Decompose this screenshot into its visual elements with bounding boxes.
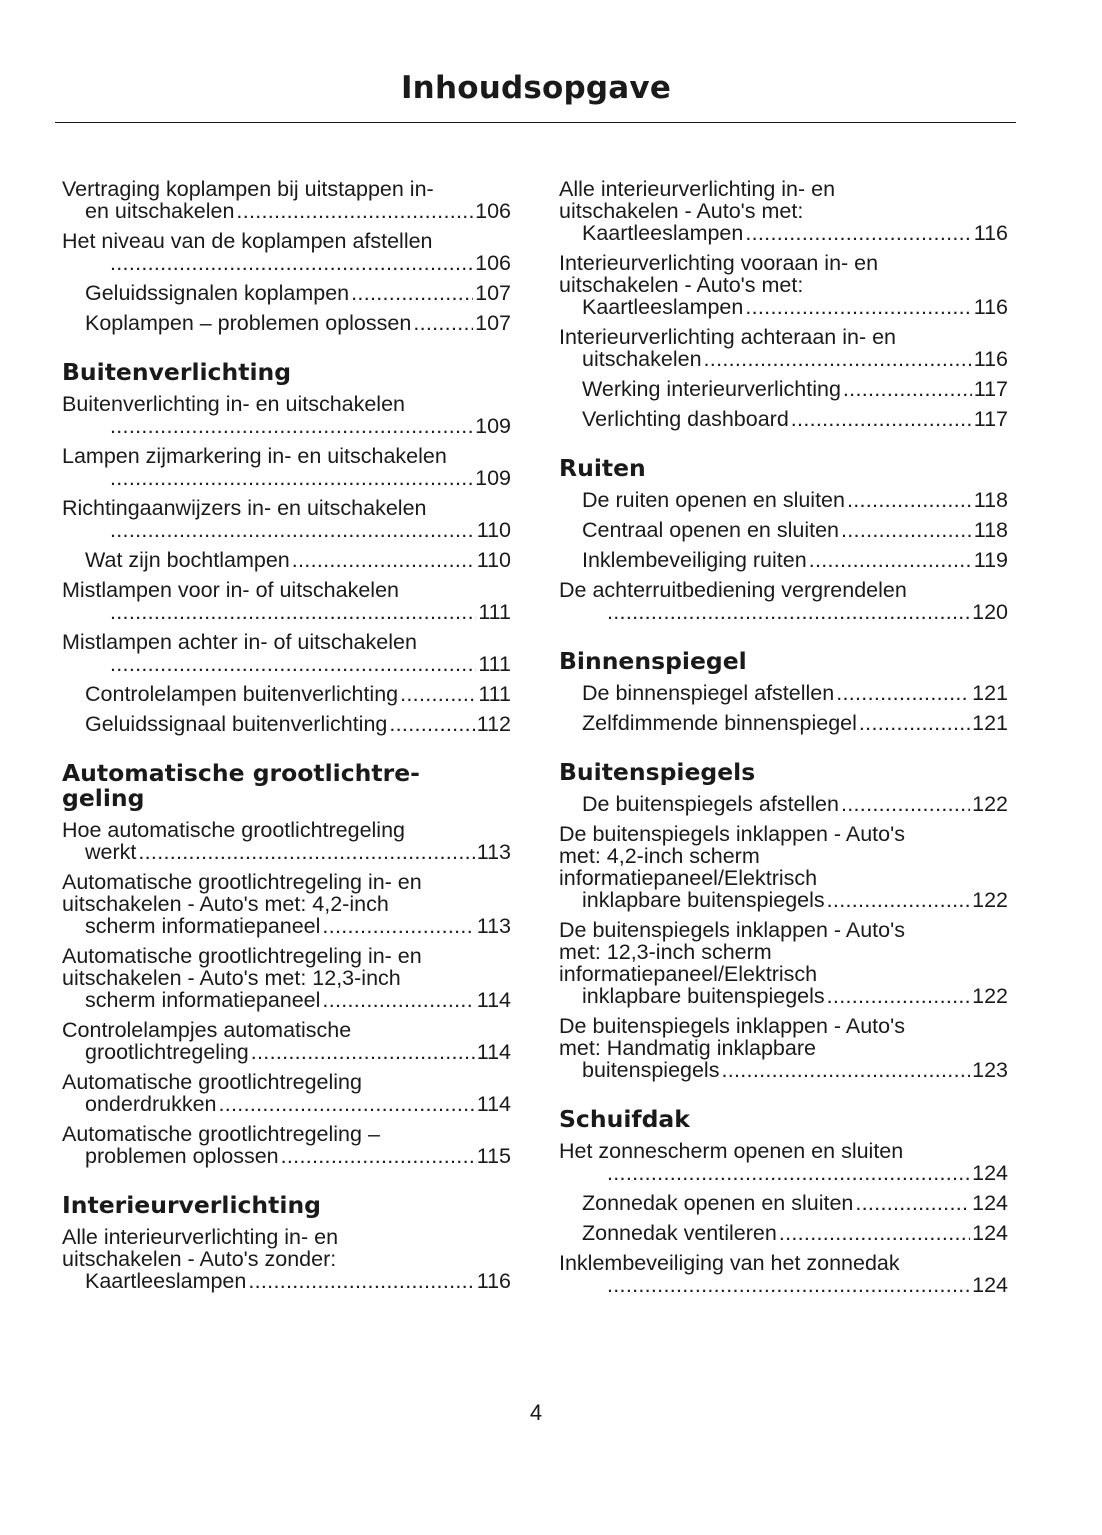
toc-entry-mistlampen-voor-in-of-uitschakelen[interactable] xyxy=(62,579,511,623)
entry-leader-line xyxy=(85,713,511,735)
entry-page-number: 121 xyxy=(972,711,1008,735)
entry-text: Vertraging koplampen bij uitstappen in- xyxy=(62,177,434,201)
entry-text: buitenspiegels xyxy=(582,1058,720,1082)
entry-text: onderdrukken xyxy=(85,1092,217,1116)
entry-text: Interieurverlichting achteraan in- en xyxy=(559,325,897,349)
dot-leader xyxy=(809,549,972,571)
dot-leader xyxy=(607,601,970,623)
entry-leader-line xyxy=(582,296,1008,318)
toc-entry-verlichting-dashboard[interactable] xyxy=(559,408,1008,430)
entry-leader-line xyxy=(582,408,1008,430)
toc-entry-automatische-grootlichtregeling[interactable] xyxy=(62,1071,511,1115)
entry-text: Mistlampen voor in- of uitschakelen xyxy=(62,578,399,602)
entry-page-number: 116 xyxy=(973,295,1008,319)
entry-page-number: 106 xyxy=(475,199,511,223)
toc-entry-de-buitenspiegels-inklappen-auto-s[interactable] xyxy=(559,823,1008,911)
section-heading xyxy=(62,761,511,811)
dot-leader xyxy=(704,348,972,370)
toc-column-right xyxy=(559,170,1008,1296)
dot-leader xyxy=(847,489,972,511)
page-title: Inhoudsopgave xyxy=(400,70,672,106)
entry-page-number: 110 xyxy=(476,548,511,572)
entry-leader-line xyxy=(582,1192,1008,1214)
section-heading: Buitenspiegels xyxy=(559,758,756,786)
toc-entry-hoe-automatische-grootlichtregeling[interactable] xyxy=(62,819,511,863)
toc-entry-de-buitenspiegels-inklappen-auto-s[interactable] xyxy=(559,919,1008,1007)
toc-entry-de-achterruitbediening-vergrendelen[interactable] xyxy=(559,579,1008,623)
section-heading: Interieurverlichting xyxy=(62,1191,322,1219)
dot-leader xyxy=(779,1222,970,1244)
dot-leader xyxy=(791,408,972,430)
dot-leader xyxy=(607,1274,970,1296)
entry-text: Zonnedak openen en sluiten xyxy=(582,1191,854,1215)
dot-leader xyxy=(248,1270,474,1292)
dot-leader xyxy=(138,841,474,863)
toc-entry-koplampen-problemen-oplossen[interactable] xyxy=(62,312,511,334)
entry-text: uitschakelen - Auto's met: 12,3-inch xyxy=(62,966,401,990)
entry-text: uitschakelen - Auto's met: xyxy=(559,273,804,297)
entry-text: Inklembeveiliging van het zonnedak xyxy=(559,1251,900,1275)
dot-leader xyxy=(413,312,473,334)
dot-leader xyxy=(110,415,473,437)
entry-page-number: 120 xyxy=(972,600,1008,624)
toc-entry-automatische-grootlichtregeling[interactable] xyxy=(62,1123,511,1167)
entry-leader-line xyxy=(85,1093,511,1115)
dot-leader xyxy=(827,889,970,911)
entry-page-number: 113 xyxy=(476,840,511,864)
entry-text: Kaartleeslampen xyxy=(582,295,744,319)
dot-leader xyxy=(110,467,473,489)
toc-entry-de-binnenspiegel-afstellen[interactable] xyxy=(559,682,1008,704)
entry-text: De buitenspiegels inklappen - Auto's xyxy=(559,918,905,942)
entry-text: inklapbare buitenspiegels xyxy=(582,888,825,912)
entry-leader-line xyxy=(85,653,511,675)
entry-page-number: 118 xyxy=(973,518,1008,542)
entry-page-number: 123 xyxy=(972,1058,1008,1082)
toc-entry-automatische-grootlichtregeling-in-en[interactable] xyxy=(62,871,511,937)
entry-text: Controlelampen buitenverlichting xyxy=(85,682,399,706)
toc-entry-centraal-openen-en-sluiten[interactable] xyxy=(559,519,1008,541)
dot-leader xyxy=(855,1192,970,1214)
entry-text: Automatische grootlichtregeling in- en xyxy=(62,944,422,968)
dot-leader xyxy=(859,712,970,734)
entry-text: Wat zijn bochtlampen xyxy=(85,548,290,572)
toc-entry-inklembeveiliging-ruiten[interactable] xyxy=(559,549,1008,571)
entry-text: uitschakelen - Auto's met: xyxy=(559,199,804,223)
toc-entry-zonnedak-ventileren[interactable] xyxy=(559,1222,1008,1244)
toc-section-buitenverlichting xyxy=(62,360,511,735)
section-heading: Buitenverlichting xyxy=(62,358,292,386)
entry-text: Verlichting dashboard xyxy=(582,407,789,431)
entry-leader-line xyxy=(85,282,511,304)
entry-page-number: 122 xyxy=(972,888,1008,912)
section-heading-line: Automatische grootlichtre- xyxy=(62,759,420,787)
entry-leader-line xyxy=(582,519,1008,541)
entry-page-number: 107 xyxy=(475,281,511,305)
entry-text: De buitenspiegels inklappen - Auto's xyxy=(559,1014,905,1038)
entry-page-number: 124 xyxy=(972,1191,1008,1215)
entry-page-number: 109 xyxy=(475,466,511,490)
entry-leader-line xyxy=(582,348,1008,370)
dot-leader xyxy=(110,653,476,675)
toc-entry-het-niveau-van-de-koplampen-afstellen[interactable] xyxy=(62,230,511,274)
entry-page-number: 124 xyxy=(972,1161,1008,1185)
entry-text: scherm informatiepaneel xyxy=(85,914,321,938)
entry-leader-line xyxy=(582,793,1008,815)
title-divider xyxy=(55,122,1016,123)
entry-leader-line xyxy=(582,489,1008,511)
entry-text: Het zonnescherm openen en sluiten xyxy=(559,1139,904,1163)
entry-text: Zonnedak ventileren xyxy=(582,1221,777,1245)
dot-leader xyxy=(110,519,475,541)
entry-text: Alle interieurverlichting in- en xyxy=(559,177,836,201)
dot-leader xyxy=(281,1145,475,1167)
toc-entry-automatische-grootlichtregeling-in-en[interactable] xyxy=(62,945,511,1011)
entry-page-number: 106 xyxy=(475,251,511,275)
entry-leader-line xyxy=(85,519,511,541)
entry-page-number: 119 xyxy=(973,548,1008,572)
entry-text: Het niveau van de koplampen afstellen xyxy=(62,229,433,253)
toc-section xyxy=(62,178,511,334)
entry-text: Kaartleeslampen xyxy=(582,221,744,245)
entry-text: Interieurverlichting vooraan in- en xyxy=(559,251,879,275)
dot-leader xyxy=(836,682,970,704)
entry-text: informatiepaneel/Elektrisch xyxy=(559,866,818,890)
dot-leader xyxy=(110,252,473,274)
toc-entry-geluidssignalen-koplampen[interactable] xyxy=(62,282,511,304)
entry-text: Buitenverlichting in- en uitschakelen xyxy=(62,392,406,416)
entry-leader-line xyxy=(85,683,511,705)
entry-page-number: 111 xyxy=(478,600,511,624)
page-number: 4 xyxy=(529,1400,543,1425)
entry-text: De buitenspiegels afstellen xyxy=(582,792,839,816)
dot-leader xyxy=(843,378,972,400)
section-heading-line: geling xyxy=(62,784,145,812)
entry-text: werkt xyxy=(85,840,137,864)
entry-leader-line xyxy=(582,1162,1008,1184)
entry-text: Geluidssignaal buitenverlichting xyxy=(85,712,388,736)
entry-text: uitschakelen - Auto's met: 4,2-inch xyxy=(62,892,389,916)
entry-text: De achterruitbediening vergrendelen xyxy=(559,578,907,602)
entry-page-number: 113 xyxy=(476,914,511,938)
toc-entry-de-buitenspiegels-afstellen[interactable] xyxy=(559,793,1008,815)
entry-page-number: 116 xyxy=(973,347,1008,371)
entry-text: Inklembeveiliging ruiten xyxy=(582,548,807,572)
entry-text: Automatische grootlichtregeling in- en xyxy=(62,870,422,894)
dot-leader xyxy=(251,1041,475,1063)
toc-entry-interieurverlichting-vooraan-in-en[interactable] xyxy=(559,252,1008,318)
toc-section-binnenspiegel xyxy=(559,649,1008,734)
entry-page-number: 122 xyxy=(972,984,1008,1008)
entry-leader-line xyxy=(85,841,511,863)
entry-text: De ruiten openen en sluiten xyxy=(582,488,845,512)
section-heading: Binnenspiegel xyxy=(559,647,747,675)
entry-text: De binnenspiegel afstellen xyxy=(582,681,835,705)
entry-text: Geluidssignalen koplampen xyxy=(85,281,350,305)
entry-text: informatiepaneel/Elektrisch xyxy=(559,962,818,986)
toc-entry-de-buitenspiegels-inklappen-auto-s[interactable] xyxy=(559,1015,1008,1081)
entry-leader-line xyxy=(582,712,1008,734)
dot-leader xyxy=(607,1162,970,1184)
entry-leader-line xyxy=(85,549,511,571)
entry-leader-line xyxy=(85,200,511,222)
entry-leader-line xyxy=(85,1270,511,1292)
entry-text: en uitschakelen xyxy=(85,199,235,223)
dot-leader xyxy=(218,1093,474,1115)
dot-leader xyxy=(721,1059,970,1081)
dot-leader xyxy=(292,549,475,571)
entry-leader-line xyxy=(582,549,1008,571)
toc-entry-de-ruiten-openen-en-sluiten[interactable] xyxy=(559,489,1008,511)
toc-entry-het-zonnescherm-openen-en-sluiten[interactable] xyxy=(559,1140,1008,1184)
dot-leader xyxy=(827,985,970,1007)
entry-text: Centraal openen en sluiten xyxy=(582,518,839,542)
entry-leader-line xyxy=(85,601,511,623)
entry-page-number: 116 xyxy=(476,1269,511,1293)
toc-entry-interieurverlichting-achteraan-in-en[interactable] xyxy=(559,326,1008,370)
entry-leader-line xyxy=(582,378,1008,400)
entry-text: met: Handmatig inklapbare xyxy=(559,1036,816,1060)
toc-entry-mistlampen-achter-in-of-uitschakelen[interactable] xyxy=(62,631,511,675)
toc-entry-alle-interieurverlichting-in-en[interactable] xyxy=(62,1226,511,1292)
toc-entry-vertraging-koplampen-bij-uitstappen-in[interactable] xyxy=(62,178,511,222)
entry-text: Kaartleeslampen xyxy=(85,1269,247,1293)
entry-page-number: 116 xyxy=(973,221,1008,245)
entry-text: uitschakelen xyxy=(582,347,702,371)
toc-entry-controlelampen-buitenverlichting[interactable] xyxy=(62,683,511,705)
entry-page-number: 107 xyxy=(475,311,511,335)
entry-leader-line xyxy=(582,985,1008,1007)
toc-entry-zonnedak-openen-en-sluiten[interactable] xyxy=(559,1192,1008,1214)
entry-leader-line xyxy=(85,415,511,437)
entry-page-number: 112 xyxy=(476,712,511,736)
entry-text: Alle interieurverlichting in- en xyxy=(62,1225,339,1249)
entry-text: problemen oplossen xyxy=(85,1144,279,1168)
entry-page-number: 122 xyxy=(972,792,1008,816)
entry-page-number: 124 xyxy=(972,1273,1008,1297)
section-heading: Schuifdak xyxy=(559,1105,690,1133)
dot-leader xyxy=(322,989,474,1011)
entry-leader-line xyxy=(85,312,511,334)
toc-section-schuifdak xyxy=(559,1107,1008,1296)
toc-entry-controlelampjes-automatische[interactable] xyxy=(62,1019,511,1063)
entry-text: Koplampen – problemen oplossen xyxy=(85,311,412,335)
entry-page-number: 117 xyxy=(973,377,1008,401)
dot-leader xyxy=(110,601,476,623)
entry-page-number: 111 xyxy=(478,652,511,676)
entry-text: Richtingaanwijzers in- en uitschakelen xyxy=(62,496,427,520)
entry-page-number: 118 xyxy=(973,488,1008,512)
entry-text: Automatische grootlichtregeling – xyxy=(62,1122,380,1146)
toc-section-buitenspiegels xyxy=(559,760,1008,1081)
dot-leader xyxy=(841,793,970,815)
entry-text: inklapbare buitenspiegels xyxy=(582,984,825,1008)
toc-section xyxy=(559,178,1008,430)
entry-page-number: 109 xyxy=(475,414,511,438)
toc-entry-alle-interieurverlichting-in-en[interactable] xyxy=(559,178,1008,244)
entry-leader-line xyxy=(582,222,1008,244)
entry-leader-line xyxy=(582,1059,1008,1081)
entry-text: scherm informatiepaneel xyxy=(85,988,321,1012)
entry-page-number: 117 xyxy=(973,407,1008,431)
dot-leader xyxy=(351,282,473,304)
entry-leader-line xyxy=(582,682,1008,704)
entry-leader-line xyxy=(582,601,1008,623)
entry-text: Mistlampen achter in- of uitschakelen xyxy=(62,630,417,654)
toc-section-automatische-grootlichtre-geling xyxy=(62,761,511,1167)
entry-text: Zelfdimmende binnenspiegel xyxy=(582,711,857,735)
entry-page-number: 115 xyxy=(476,1144,511,1168)
entry-leader-line xyxy=(85,467,511,489)
entry-leader-line xyxy=(582,1222,1008,1244)
entry-text: Hoe automatische grootlichtregeling xyxy=(62,818,406,842)
toc-entry-geluidssignaal-buitenverlichting[interactable] xyxy=(62,713,511,735)
toc-section-interieurverlichting xyxy=(62,1193,511,1292)
entry-text: Werking interieurverlichting xyxy=(582,377,841,401)
entry-page-number: 114 xyxy=(476,1092,511,1116)
entry-page-number: 121 xyxy=(972,681,1008,705)
toc-section-ruiten xyxy=(559,456,1008,623)
section-heading: Ruiten xyxy=(559,454,646,482)
entry-leader-line xyxy=(582,889,1008,911)
dot-leader xyxy=(841,519,972,541)
dot-leader xyxy=(400,683,476,705)
toc-entry-werking-interieurverlichting[interactable] xyxy=(559,378,1008,400)
entry-text: Lampen zijmarkering in- en uitschakelen xyxy=(62,444,447,468)
entry-leader-line xyxy=(85,1041,511,1063)
entry-page-number: 114 xyxy=(476,1040,511,1064)
dot-leader xyxy=(745,222,971,244)
dot-leader xyxy=(389,713,474,735)
entry-leader-line xyxy=(85,252,511,274)
entry-text: Controlelampjes automatische xyxy=(62,1018,352,1042)
entry-leader-line xyxy=(85,915,511,937)
toc-entry-wat-zijn-bochtlampen[interactable] xyxy=(62,549,511,571)
entry-text: met: 4,2-inch scherm xyxy=(559,844,760,868)
entry-text: met: 12,3-inch scherm xyxy=(559,940,772,964)
toc-entry-buitenverlichting-in-en-uitschakelen[interactable] xyxy=(62,393,511,437)
toc-entry-zelfdimmende-binnenspiegel[interactable] xyxy=(559,712,1008,734)
entry-page-number: 124 xyxy=(972,1221,1008,1245)
dot-leader xyxy=(322,915,474,937)
entry-text: uitschakelen - Auto's zonder: xyxy=(62,1247,337,1271)
entry-leader-line xyxy=(85,989,511,1011)
dot-leader xyxy=(236,200,473,222)
toc-entry-richtingaanwijzers-in-en-uitschakelen[interactable] xyxy=(62,497,511,541)
entry-text: Automatische grootlichtregeling xyxy=(62,1070,362,1094)
entry-page-number: 111 xyxy=(478,682,511,706)
entry-text: grootlichtregeling xyxy=(85,1040,249,1064)
entry-page-number: 110 xyxy=(476,518,511,542)
toc-column-left xyxy=(62,170,511,1292)
entry-leader-line xyxy=(582,1274,1008,1296)
toc-entry-lampen-zijmarkering-in-en-uitschakelen[interactable] xyxy=(62,445,511,489)
entry-page-number: 114 xyxy=(476,988,511,1012)
entry-leader-line xyxy=(85,1145,511,1167)
entry-text: De buitenspiegels inklappen - Auto's xyxy=(559,822,905,846)
dot-leader xyxy=(745,296,971,318)
toc-entry-inklembeveiliging-van-het-zonnedak[interactable] xyxy=(559,1252,1008,1296)
